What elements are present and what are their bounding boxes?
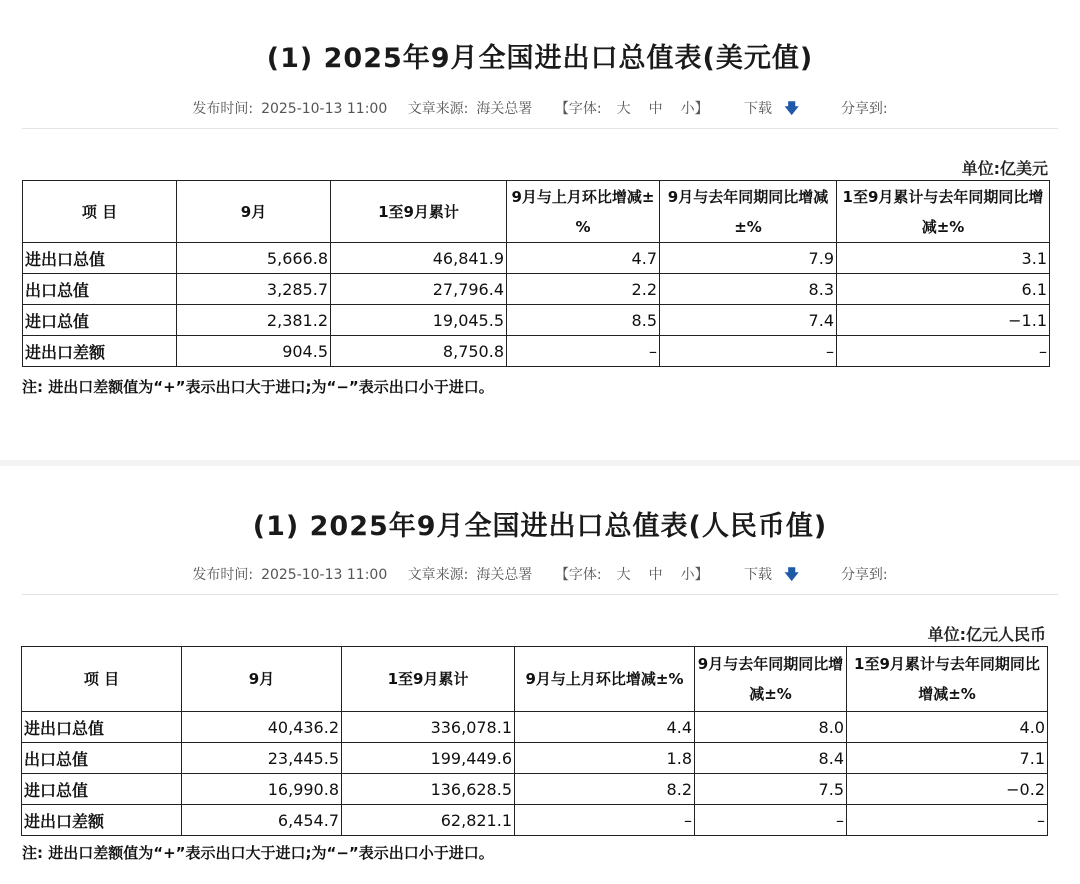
row-label: 进口总值 [22, 774, 182, 805]
table-row [22, 712, 1048, 743]
table-cell: 3,285.7 [177, 274, 331, 305]
unit-label: 单位:亿美元 [961, 159, 1048, 178]
table-cell: 16,990.8 [182, 774, 342, 805]
font-size-switcher [555, 567, 722, 583]
column-header: 9月与上月环比增减±% [507, 181, 660, 243]
column-header: 9月与去年同期同比增减±% [660, 181, 837, 243]
table-cell: 3.1 [837, 243, 1050, 274]
table-cell: 5,666.8 [177, 243, 331, 274]
table-cell: 4.4 [515, 712, 695, 743]
download-label[interactable]: 下载 [744, 567, 773, 583]
download-arrow-icon[interactable]: 🡇 [784, 101, 799, 117]
header-divider [22, 128, 1058, 129]
column-header: 1至9月累计 [342, 647, 515, 712]
table-cell: – [837, 336, 1050, 367]
table-cell: 4.0 [847, 712, 1048, 743]
source-name: 海关总署 [476, 101, 533, 117]
table-cell: 62,821.1 [342, 805, 515, 836]
table-cell: 27,796.4 [331, 274, 507, 305]
font-size-medium[interactable]: 中 [648, 101, 663, 117]
rmb-section [0, 466, 1080, 884]
column-header: 9月 [177, 181, 331, 243]
table-cell: 7.4 [660, 305, 837, 336]
article-meta [0, 564, 1080, 588]
row-label: 出口总值 [23, 274, 177, 305]
table-row [23, 336, 1050, 367]
article-meta [0, 98, 1080, 122]
table-cell: 199,449.6 [342, 743, 515, 774]
table-header-row [22, 647, 1048, 712]
table-cell: 4.7 [507, 243, 660, 274]
font-size-large[interactable]: 大 [616, 101, 631, 117]
table-cell: 19,045.5 [331, 305, 507, 336]
table-cell: −1.1 [837, 305, 1050, 336]
table-row [22, 805, 1048, 836]
column-header: 项 目 [22, 647, 182, 712]
table-note: 注: 进出口差额值为“+”表示出口大于进口;为“−”表示出口小于进口。 [22, 378, 494, 396]
font-size-small[interactable]: 小】 [680, 101, 709, 117]
table-row [23, 243, 1050, 274]
table-cell: 8.3 [660, 274, 837, 305]
table-cell: 336,078.1 [342, 712, 515, 743]
font-size-small[interactable]: 小】 [680, 567, 709, 583]
font-size-medium[interactable]: 中 [648, 567, 663, 583]
publish-time: 2025-10-13 11:00 [261, 101, 388, 117]
table-cell: 23,445.5 [182, 743, 342, 774]
row-label: 进出口差额 [22, 805, 182, 836]
table-cell: 8.0 [695, 712, 847, 743]
table-cell: 7.9 [660, 243, 837, 274]
table-cell: 8.2 [515, 774, 695, 805]
table-cell: 8.5 [507, 305, 660, 336]
font-size-label: 【字体: [554, 101, 602, 117]
column-header: 9月与去年同期同比增减±% [695, 647, 847, 712]
column-header: 1至9月累计与去年同期同比增减±% [837, 181, 1050, 243]
share-label[interactable]: 分享到: [840, 101, 888, 117]
table-row [22, 743, 1048, 774]
table-cell: −0.2 [847, 774, 1048, 805]
table-cell: 2,381.2 [177, 305, 331, 336]
column-header: 9月与上月环比增减±% [515, 647, 695, 712]
column-header: 9月 [182, 647, 342, 712]
table-note: 注: 进出口差额值为“+”表示出口大于进口;为“−”表示出口小于进口。 [22, 844, 494, 862]
download-link[interactable] [740, 101, 802, 117]
table-cell: – [507, 336, 660, 367]
table-cell: 6.1 [837, 274, 1050, 305]
font-size-large[interactable]: 大 [616, 567, 631, 583]
publish-time: 2025-10-13 11:00 [261, 567, 388, 583]
unit-label: 单位:亿元人民币 [927, 625, 1046, 644]
trade-table-usd [22, 180, 1050, 367]
table-cell: 6,454.7 [182, 805, 342, 836]
publish-label: 发布时间: [192, 567, 254, 583]
row-label: 进出口差额 [23, 336, 177, 367]
table-row [23, 274, 1050, 305]
page-title: (1) 2025年9月全国进出口总值表(美元值) [266, 43, 814, 74]
table-cell: 1.8 [515, 743, 695, 774]
table-cell: 2.2 [507, 274, 660, 305]
font-size-switcher [555, 101, 722, 117]
trade-table-rmb [21, 646, 1048, 836]
source-name: 海关总署 [476, 567, 533, 583]
header-divider [22, 594, 1058, 595]
table-cell: 8,750.8 [331, 336, 507, 367]
table-cell: – [515, 805, 695, 836]
row-label: 进出口总值 [22, 712, 182, 743]
table-cell: 46,841.9 [331, 243, 507, 274]
row-label: 进出口总值 [23, 243, 177, 274]
page-title: (1) 2025年9月全国进出口总值表(人民币值) [252, 511, 828, 542]
table-cell: – [695, 805, 847, 836]
column-header: 1至9月累计 [331, 181, 507, 243]
column-header: 项 目 [23, 181, 177, 243]
table-cell: 904.5 [177, 336, 331, 367]
table-cell: 7.1 [847, 743, 1048, 774]
row-label: 进口总值 [23, 305, 177, 336]
table-cell: – [660, 336, 837, 367]
download-label[interactable]: 下载 [744, 101, 773, 117]
table-cell: 7.5 [695, 774, 847, 805]
share-label[interactable]: 分享到: [840, 567, 888, 583]
row-label: 出口总值 [22, 743, 182, 774]
publish-label: 发布时间: [192, 101, 254, 117]
font-size-label: 【字体: [554, 567, 602, 583]
download-link[interactable] [740, 567, 802, 583]
table-cell: – [847, 805, 1048, 836]
source-label: 文章来源: [407, 101, 469, 117]
source-label: 文章来源: [407, 567, 469, 583]
table-cell: 40,436.2 [182, 712, 342, 743]
column-header: 1至9月累计与去年同期同比增减±% [847, 647, 1048, 712]
table-cell: 8.4 [695, 743, 847, 774]
download-arrow-icon[interactable]: 🡇 [784, 567, 799, 583]
table-header-row [23, 181, 1050, 243]
table-cell: 136,628.5 [342, 774, 515, 805]
table-row [23, 305, 1050, 336]
table-row [22, 774, 1048, 805]
